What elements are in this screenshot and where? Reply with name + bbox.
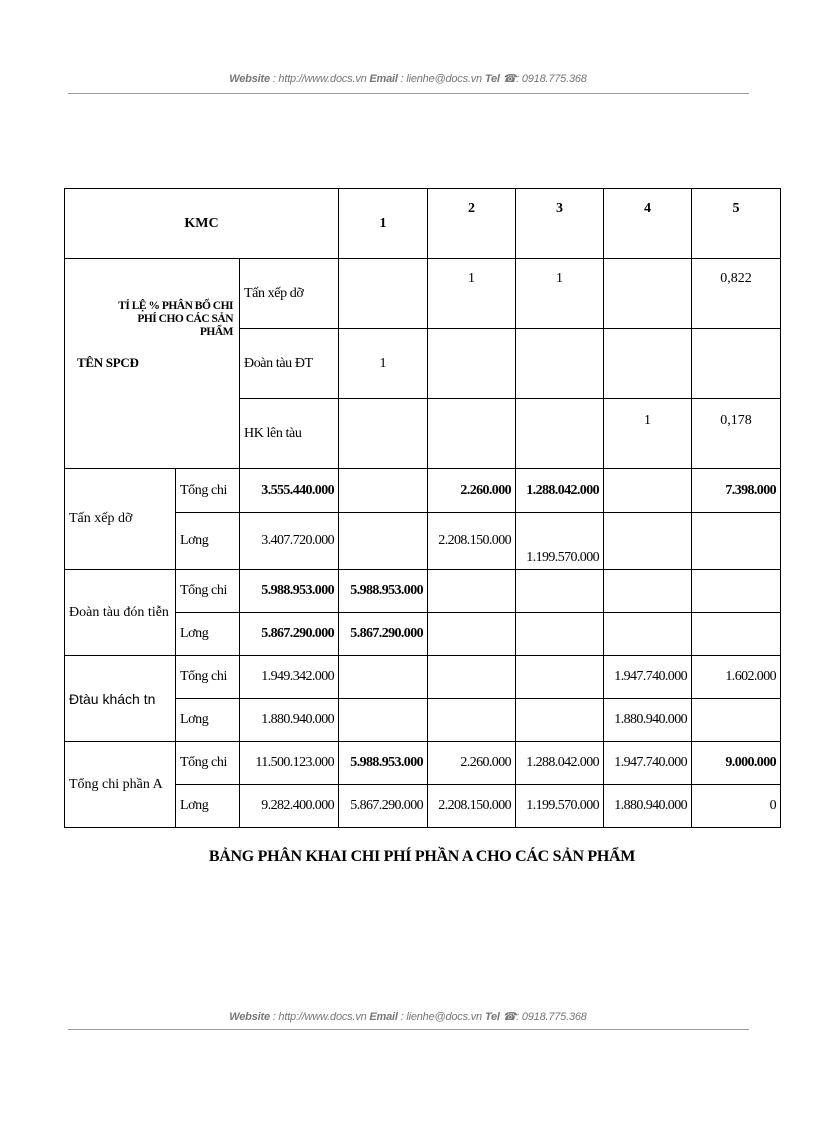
cell-value: [339, 513, 428, 570]
website-label: Website: [229, 73, 270, 85]
cell-value: 9.000.000: [692, 742, 781, 785]
page-footer: [0, 1010, 816, 1023]
cell-value: 2.208.150.000: [428, 513, 516, 570]
col-header-3: 3: [516, 189, 604, 259]
total-value: 11.500.123.000: [240, 742, 339, 785]
row-label: Tổng chi: [176, 742, 240, 785]
tel-value: : 0918.775.368: [516, 1011, 587, 1023]
cell-value: 1.947.740.000: [604, 742, 692, 785]
ratio-value: 0,178: [692, 399, 781, 469]
email-value[interactable]: : lienhe@docs.vn: [400, 1011, 482, 1023]
cost-allocation-table: [64, 188, 781, 828]
cell-value: [604, 613, 692, 656]
cell-value: 5.867.290.000: [339, 613, 428, 656]
ratio-value: [692, 329, 781, 399]
cell-value: [516, 699, 604, 742]
group-name: Tấn xếp dỡ: [65, 469, 176, 570]
cell-value: 1.199.570.000: [516, 785, 604, 828]
total-value: 3.555.440.000: [240, 469, 339, 513]
email-label: Email: [369, 1011, 398, 1023]
ratio-value: [516, 329, 604, 399]
cell-value: [339, 699, 428, 742]
cell-value: [692, 570, 781, 613]
ratio-value: [428, 329, 516, 399]
ratio-value: 0,822: [692, 259, 781, 329]
row-label: Tổng chi: [176, 656, 240, 699]
col-header-5: 5: [692, 189, 781, 259]
website-label: Website: [229, 1011, 270, 1023]
cell-value: [516, 570, 604, 613]
cell-value: [428, 613, 516, 656]
page-header: [0, 72, 816, 85]
email-label: Email: [369, 73, 398, 85]
cell-value: 1.880.940.000: [604, 699, 692, 742]
cell-value: 5.988.953.000: [339, 742, 428, 785]
cell-value: 1.947.740.000: [604, 656, 692, 699]
row-label: Lơng: [176, 513, 240, 570]
cell-value: 1.288.042.000: [516, 469, 604, 513]
cell-value: 7.398.000: [692, 469, 781, 513]
table-caption: BẢNG PHÂN KHAI CHI PHÍ PHẦN A CHO CÁC SẢN PHẨM: [208, 848, 636, 865]
website-url[interactable]: : http://www.docs.vn: [272, 1011, 367, 1023]
cell-value: [516, 613, 604, 656]
cell-value: [339, 469, 428, 513]
total-value: 1.880.940.000: [240, 699, 339, 742]
ratio-value: 1: [604, 399, 692, 469]
ratio-label: TỈ LỆ % PHÂN BỔ CHI PHÍ CHO CÁC SẢN PHẨM: [118, 299, 233, 338]
ratio-value: [604, 329, 692, 399]
ratio-row-name: HK lên tàu: [240, 399, 339, 469]
cell-value: [339, 656, 428, 699]
cell-value: [428, 570, 516, 613]
row-label: Tổng chi: [176, 570, 240, 613]
cell-value: 1.288.042.000: [516, 742, 604, 785]
cell-value: [604, 513, 692, 570]
col-header-2: 2: [428, 189, 516, 259]
row-label: Lơng: [176, 699, 240, 742]
cell-value: 2.208.150.000: [428, 785, 516, 828]
ratio-value: 1: [428, 259, 516, 329]
total-value: 9.282.400.000: [240, 785, 339, 828]
total-value: 5.988.953.000: [240, 570, 339, 613]
website-url[interactable]: : http://www.docs.vn: [272, 73, 367, 85]
email-value[interactable]: : lienhe@docs.vn: [400, 73, 482, 85]
cell-value: 1.880.940.000: [604, 785, 692, 828]
ratio-value: [339, 259, 428, 329]
footer-divider: [68, 1029, 749, 1030]
phone-icon: ☎: [502, 1011, 517, 1023]
kmc-header: KMC: [65, 189, 339, 259]
ratio-value: 1: [516, 259, 604, 329]
group-name: Đoàn tàu đón tiễn: [65, 570, 176, 656]
col-header-1: 1: [339, 189, 428, 259]
row-label: Lơng: [176, 613, 240, 656]
cell-value: [692, 613, 781, 656]
total-value: 1.949.342.000: [240, 656, 339, 699]
ratio-row-name: Tấn xếp dỡ: [240, 259, 339, 329]
tel-value: : 0918.775.368: [516, 73, 587, 85]
ratio-header-cell: [65, 259, 240, 469]
cell-value: [604, 469, 692, 513]
tel-label: Tel: [484, 1011, 500, 1023]
cell-value: 2.260.000: [428, 469, 516, 513]
row-label: Tổng chi: [176, 469, 240, 513]
header-divider: [68, 93, 749, 94]
ratio-value: [604, 259, 692, 329]
cell-value: 5.867.290.000: [339, 785, 428, 828]
cell-value: [428, 656, 516, 699]
group-name: Tổng chi phần A: [65, 742, 176, 828]
cell-value: 2.260.000: [428, 742, 516, 785]
product-label: TÊN SPCĐ: [77, 354, 139, 370]
ratio-value: [516, 399, 604, 469]
ratio-row-name: Đoàn tàu ĐT: [240, 329, 339, 399]
cell-value: 0: [692, 785, 781, 828]
cell-value: [516, 656, 604, 699]
cell-value: [604, 570, 692, 613]
cell-value: 5.988.953.000: [339, 570, 428, 613]
ratio-value: 1: [339, 329, 428, 399]
cell-value: [692, 699, 781, 742]
cell-value: [428, 699, 516, 742]
cell-value: 1.199.570.000: [516, 513, 604, 570]
tel-label: Tel: [484, 73, 500, 85]
phone-icon: ☎: [502, 73, 517, 85]
total-value: 5.867.290.000: [240, 613, 339, 656]
ratio-value: [339, 399, 428, 469]
group-name: Đtàu khách tn: [65, 656, 176, 742]
ratio-value: [428, 399, 516, 469]
cell-value: [692, 513, 781, 570]
total-value: 3.407.720.000: [240, 513, 339, 570]
col-header-4: 4: [604, 189, 692, 259]
row-label: Lơng: [176, 785, 240, 828]
cell-value: 1.602.000: [692, 656, 781, 699]
